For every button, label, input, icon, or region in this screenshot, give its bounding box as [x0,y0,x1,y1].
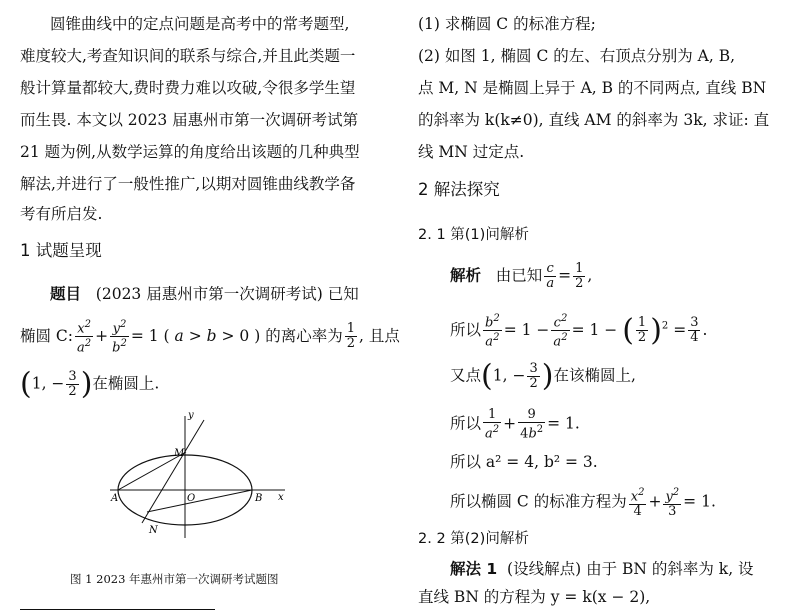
frac-y2-b2: $\frac{y^2}{b^2}$ [112,319,127,356]
youdian-text: 又点 [450,366,482,385]
frac-3-2: $\frac{3}{2}$ [68,369,77,399]
frac-1-2-sq: $\frac{1}{2}$ [637,315,647,346]
intro-line-3: 般计算量都较大,费时费力难以攻破,令很多学生望 [20,79,356,97]
frac-1-a2: $\frac{1}{a^2}$ [485,407,500,442]
intro-line-7: 考有所启发. [20,205,103,223]
intro-line-6: 解法,并进行了一般性推广,以期对圆锥曲线教学备 [20,175,356,193]
eq-a-b-values: 所以 a² = 4, b² = 3. [450,453,598,471]
label-x: x [278,492,284,503]
intro-line-5: 21 题为例,从数学运算的角度给出该题的几种典型 [20,143,360,161]
frac-3-4: $\frac{3}{4}$ [690,315,699,346]
figure-ellipse-diagram [110,408,290,538]
problem-source: (2023 届惠州市第一次调研考试) 已知 [95,285,359,303]
jiexi-line: 解析 由已知 $\frac{c}{a}$ = $\frac{1}{2}$ , [450,261,593,291]
label-b: B [255,493,263,504]
figure-caption: 图 1 2023 年惠州市第一次调研考试题图 [70,572,279,586]
label-a: A [111,493,119,504]
question-2-line-4: 线 MN 过定点. [418,143,525,161]
label-o: O [187,493,196,504]
frac-c-a: $\frac{c}{a}$ [546,261,555,291]
frac-3-2-r: $\frac{3}{2}$ [529,361,538,391]
subsection-2-1: 2. 1 第(1)问解析 [418,227,529,243]
point-text: , 且点 [358,326,400,345]
ellipse-name: 椭圆 C: [20,326,74,345]
jiexi-label: 解析 [450,266,482,285]
frac-b2-a2: $\frac{b^2}{a^2}$ [485,313,500,350]
suoyi-2: 所以 [450,414,482,433]
frac-x2-4: $\frac{x^2}{4}$ [630,487,645,520]
section-2-heading: 2 解法探究 [418,180,500,199]
intro-line-1: 圆锥曲线中的定点问题是高考中的常考题型, [50,15,350,33]
problem-label: 题目 [50,285,82,303]
std-eq-line: 所以椭圆 C 的标准方程为 $\frac{x^2}{4}$ + $\frac{y^2}{3}$ = 1. [450,487,716,520]
question-2-line-1: (2) 如图 1, 椭圆 C 的左、右顶点分别为 A, B, [418,47,736,65]
eq-sum-line: 所以 $\frac{1}{a^2}$ + $\frac{9}{4b^2}$ = 1. [450,407,580,442]
frac-9-4b2: $\frac{9}{4b^2}$ [520,407,544,442]
label-n: N [149,525,158,536]
problem-line-3: (1, − $\frac{3}{2}$ )在椭圆上. [20,366,160,402]
point-on-ellipse-line: 又点(1, − $\frac{3}{2}$ )在该椭圆上, [450,358,636,394]
solution-1-label: 解法 1 [450,560,498,578]
label-y: y [188,410,194,421]
std-eq-text: 所以椭圆 C 的标准方程为 [450,492,627,511]
solution-1-line-2: 直线 BN 的方程为 y = k(x − 2), [418,588,651,606]
footnote-rule [20,609,215,610]
label-m: M [174,448,185,459]
question-1: (1) 求椭圆 C 的标准方程; [418,15,596,33]
intro-line-4: 而生畏. 本文以 2023 届惠州市第一次调研考试第 [20,111,359,129]
suoyi-1: 所以 [450,320,482,339]
intro-line-2: 难度较大,考查知识间的联系与综合,并且此类题一 [20,47,356,65]
eq-b2-a2-line: 所以 $\frac{b^2}{a^2}$ = 1 − $\frac{c^2}{a^2}$ = 1 − ( $\frac{1}{2}$ )$^2$ = $\frac{3}{4}$ . [450,312,708,350]
frac-1-2-r: $\frac{1}{2}$ [575,261,584,291]
frac-1-2: $\frac{1}{2}$ [346,321,355,352]
question-2-line-3: 的斜率为 k(k≠0), 直线 AM 的斜率为 3k, 求证: 直 [418,111,770,129]
problem-line-1 [50,283,359,305]
frac-c2-a2: $\frac{c^2}{a^2}$ [553,313,568,350]
frac-x2-a2: $\frac{x^2}{a^2}$ [77,319,92,356]
subsection-2-2: 2. 2 第(2)问解析 [418,531,529,547]
zaigai-text: 在该椭圆上, [553,366,636,385]
section-1-heading: 1 试题呈现 [20,241,102,260]
on-ellipse-text: 在椭圆上. [92,374,160,393]
question-2-line-2: 点 M, N 是椭圆上异于 A, B 的不同两点, 直线 BN [418,79,767,97]
line-bn [147,490,252,512]
solution-1-text: (设线解点) 由于 BN 的斜率为 k, 设 [507,560,754,578]
frac-y2-3: $\frac{y^2}{3}$ [665,487,680,520]
solution-1-line-1 [450,558,754,580]
problem-line-2: 椭圆 C: $\frac{x^2}{a^2}$ + $\frac{y^2}{b^2}$ = 1 ( a > b > 0 ) 的离心率为 $\frac{1}{2}$ , 且点 [20,319,400,356]
eccentricity-text: 的离心率为 [265,326,343,345]
jiexi-text: 由已知 [495,266,543,285]
